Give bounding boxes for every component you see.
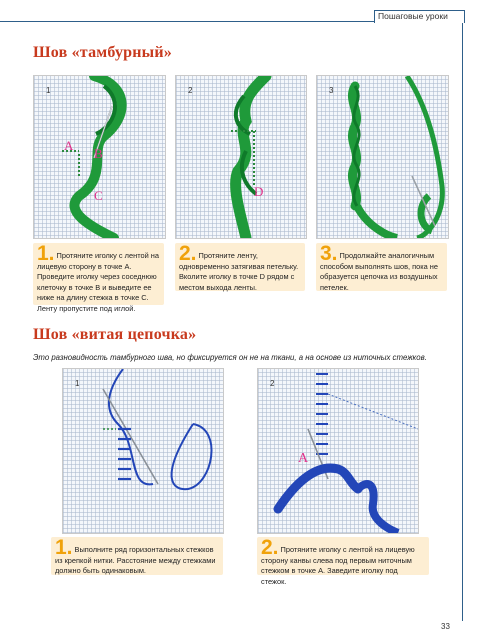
step-number: 2. (179, 242, 197, 265)
step-text: Протяните ленту, одновременно затягивая петельку. Вколите иголку в точке D рядом с местом выхода ленты. (179, 251, 299, 292)
photo-number: 1 (46, 86, 51, 95)
step-text: Протяните иголку с лентой на лицевую сторону канвы слева под первым ниточным стежком в точке A. Заведите иголку под стежок. (261, 545, 415, 586)
point-label: C (94, 188, 103, 203)
page-number: 33 (441, 622, 450, 631)
step-text: Выполните ряд горизонтальных стежков из крепкой нитки. Расстояние между стежками должно быть одинаковым. (55, 545, 216, 576)
photo-number: 1 (75, 379, 80, 388)
step-number: 1. (55, 536, 73, 559)
step-caption-4 (51, 537, 223, 575)
section-intro: Это разновидность тамбурного шва, но фиксируется он не на ткани, а на основе из ниточных стежков. (33, 353, 427, 362)
section-title-twisted-chain: Шов «витая цепочка» (33, 326, 197, 343)
photo-number: 3 (329, 86, 334, 95)
point-label: A (64, 138, 74, 153)
photo-number: 2 (188, 86, 193, 95)
step-photo-3 (316, 75, 449, 239)
step-caption-5 (257, 536, 429, 586)
point-label: D (254, 184, 264, 199)
step-number: 3. (320, 242, 338, 265)
photo-number: 2 (270, 379, 275, 388)
step-text: Протяните иголку с лентой на лицевую сторону в точке A. Проведите иголку через соседнюю клеточку в точке B и выведите ее ниже на длину стежка в точке C. Ленту пропустите под иглой. (37, 251, 159, 313)
step-number: 1. (37, 242, 55, 265)
step-caption-3 (316, 243, 447, 291)
point-label: A (298, 451, 309, 466)
step-photo-4 (62, 368, 224, 534)
step-photo-5 (257, 368, 419, 534)
step-caption-2 (175, 243, 305, 291)
section-title-chain-stitch: Шов «тамбурный» (33, 44, 172, 61)
step-caption-1 (33, 242, 164, 313)
step-photo-1 (33, 75, 166, 239)
step-text: Продолжайте аналогичным способом выполнять шов, пока не образуется цепочка из воздушных петелек. (320, 251, 438, 292)
step-number: 2. (261, 536, 279, 559)
section-label: Пошаговые уроки (378, 11, 448, 21)
point-label: B (94, 146, 103, 161)
margin-rule (462, 21, 463, 621)
step-photo-2 (175, 75, 307, 239)
